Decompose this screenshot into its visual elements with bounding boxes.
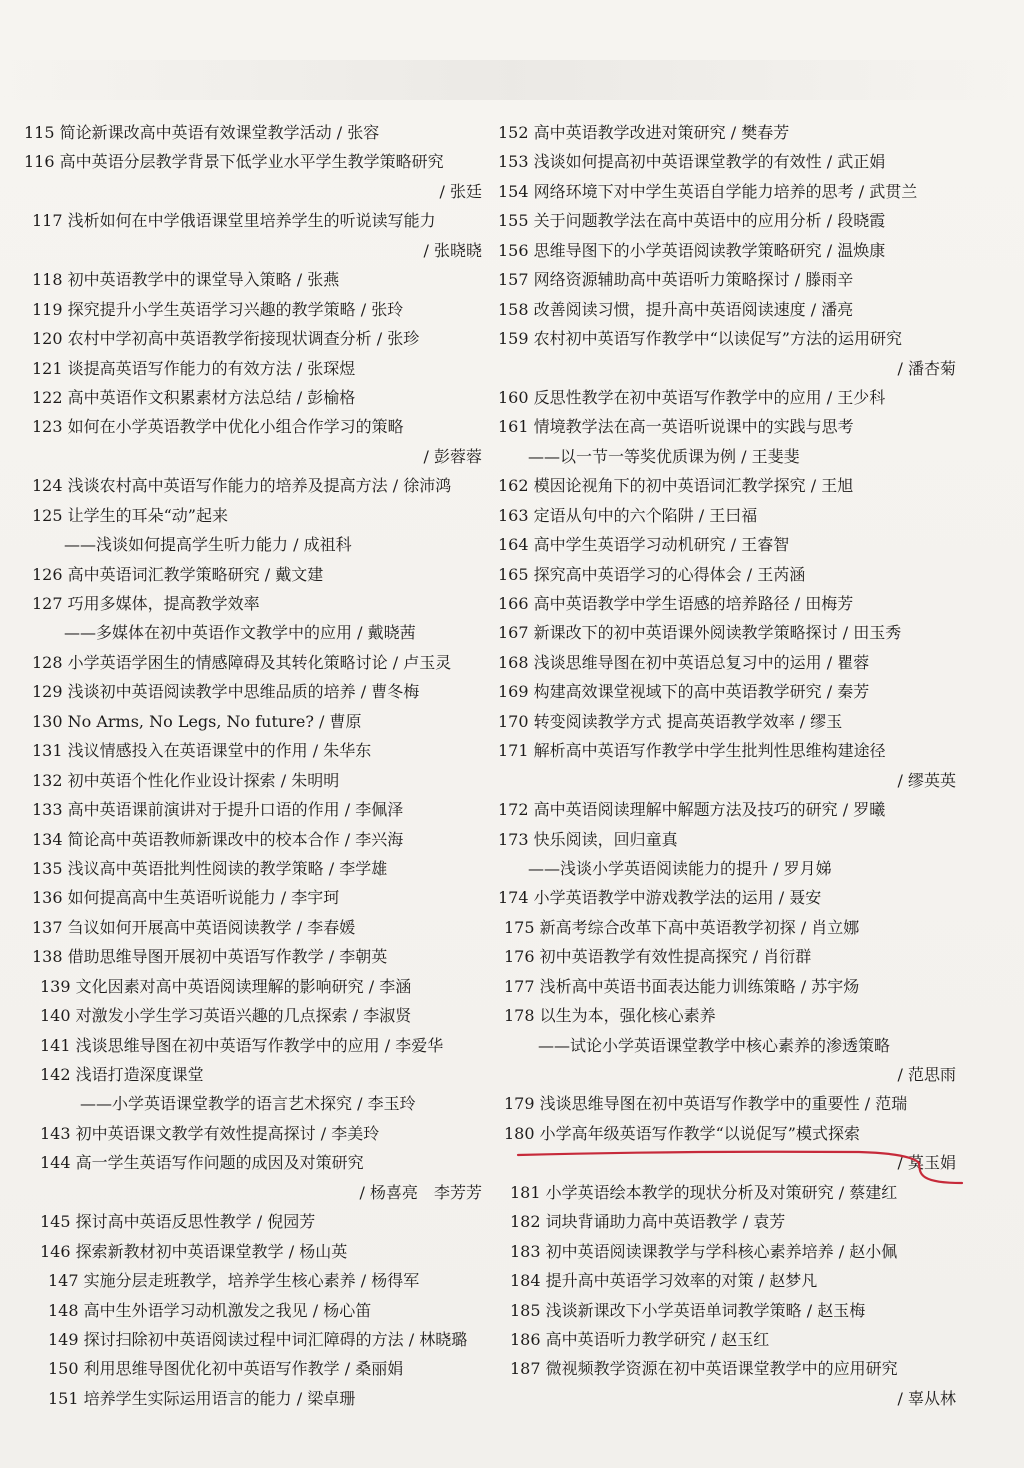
- toc-column-left: [24, 118, 494, 1413]
- toc-column-right: [498, 118, 968, 1413]
- toc-entry: 147 实施分层走班教学，培养学生核心素养 / 杨得军: [48, 1271, 420, 1291]
- toc-author-line: / 潘杏菊: [897, 358, 956, 378]
- toc-entry: 186 高中英语听力教学研究 / 赵玉红: [510, 1329, 770, 1349]
- toc-entry: 184 提升高中英语学习效率的对策 / 赵梦凡: [510, 1271, 818, 1291]
- toc-entry: 142 浅语打造深度课堂: [40, 1065, 204, 1084]
- toc-author-line: / 彭蓉蓉: [423, 446, 482, 466]
- toc-entry: 134 简论高中英语教师新课改中的校本合作 / 李兴海: [32, 829, 404, 849]
- toc-entry: 123 如何在小学英语教学中优化小组合作学习的策略: [32, 417, 404, 437]
- toc-entry: 158 改善阅读习惯，提升高中英语阅读速度 / 潘亮: [498, 299, 854, 319]
- page-header-band: [0, 60, 1024, 100]
- toc-entry: 129 浅谈初中英语阅读教学中思维品质的培养 / 曹冬梅: [32, 682, 420, 702]
- toc-entry: 115 简论新课改高中英语有效课堂教学活动 / 张容: [24, 123, 380, 142]
- toc-entry: 146 探索新教材初中英语课堂教学 / 杨山英: [40, 1241, 348, 1261]
- toc-entry: 174 小学英语教学中游戏教学法的运用 / 聂安: [498, 888, 822, 908]
- toc-entry: 179 浅谈思维导图在初中英语写作教学中的重要性 / 范瑞: [504, 1094, 908, 1114]
- toc-entry: 138 借助思维导图开展初中英语写作教学 / 李朝英: [32, 947, 388, 967]
- toc-entry: 131 浅议情感投入在英语课堂中的作用 / 朱华东: [32, 741, 372, 761]
- toc-entry: 163 定语从句中的六个陷阱 / 王曰福: [498, 505, 758, 525]
- toc-entry: 149 探讨扫除初中英语阅读过程中词汇障碍的方法 / 林晓璐: [48, 1329, 468, 1349]
- toc-entry: 130 No Arms, No Legs, No future? / 曹原: [32, 711, 362, 731]
- toc-entry: 154 网络环境下对中学生英语自学能力培养的思考 / 武贯兰: [498, 181, 918, 201]
- toc-entry: 144 高一学生英语写作问题的成因及对策研究: [40, 1153, 364, 1173]
- toc-entry: 153 浅谈如何提高初中英语课堂教学的有效性 / 武正娟: [498, 152, 886, 172]
- toc-entry: 182 词块背诵助力高中英语教学 / 袁芳: [510, 1212, 786, 1232]
- toc-entry: 162 模因论视角下的初中英语词汇教学探究 / 王旭: [498, 476, 854, 496]
- toc-entry: 132 初中英语个性化作业设计探索 / 朱明明: [32, 770, 340, 790]
- toc-entry: 137 刍议如何开展高中英语阅读教学 / 李春媛: [32, 917, 356, 937]
- toc-entry: 160 反思性教学在初中英语写作教学中的应用 / 王少科: [498, 387, 886, 407]
- toc-entry: 155 关于问题教学法在高中英语中的应用分析 / 段晓霞: [498, 211, 886, 231]
- toc-entry: 166 高中英语教学中学生语感的培养路径 / 田梅芳: [498, 594, 854, 613]
- toc-subtitle-line: ——以一节一等奖优质课为例 / 王斐斐: [528, 446, 800, 466]
- toc-entry: 175 新高考综合改革下高中英语教学初探 / 肖立娜: [504, 917, 860, 937]
- toc-entry: 172 高中英语阅读理解中解题方法及技巧的研究 / 罗曦: [498, 800, 886, 820]
- toc-entry: 128 小学英语学困生的情感障碍及其转化策略讨论 / 卢玉灵: [32, 652, 452, 672]
- toc-entry: 178 以生为本，强化核心素养: [504, 1006, 716, 1026]
- toc-entry: 187 微视频教学资源在初中英语课堂教学中的应用研究: [510, 1359, 898, 1379]
- toc-entry: 121 谈提高英语写作能力的有效方法 / 张琛煜: [32, 358, 356, 378]
- toc-author-line: / 缪英英: [897, 770, 956, 790]
- toc-entry: 117 浅析如何在中学俄语课堂里培养学生的听说读写能力: [32, 211, 436, 231]
- toc-entry: 119 探究提升小学生英语学习兴趣的教学策略 / 张玲: [32, 299, 404, 319]
- toc-entry: 151 培养学生实际运用语言的能力 / 梁卓珊: [48, 1388, 356, 1408]
- toc-entry: 161 情境教学法在高一英语听说课中的实践与思考: [498, 417, 854, 437]
- toc-entry: 181 小学英语绘本教学的现状分析及对策研究 / 蔡建红: [510, 1182, 898, 1202]
- toc-entry: 157 网络资源辅助高中英语听力策略探讨 / 滕雨辛: [498, 270, 854, 290]
- toc-entry: 141 浅谈思维导图在初中英语写作教学中的应用 / 李爱华: [40, 1035, 444, 1055]
- toc-entry: 145 探讨高中英语反思性教学 / 倪园芳: [40, 1212, 316, 1232]
- toc-entry: 148 高中生外语学习动机激发之我见 / 杨心笛: [48, 1300, 372, 1320]
- toc-entry: 143 初中英语课文教学有效性提高探讨 / 李美玲: [40, 1123, 380, 1143]
- toc-entry: 118 初中英语教学中的课堂导入策略 / 张燕: [32, 270, 340, 290]
- handwritten-red-underline-icon: [514, 1133, 964, 1189]
- toc-entry: 120 农村中学初高中英语教学衔接现状调查分析 / 张珍: [32, 329, 420, 349]
- toc-entry: 122 高中英语作文积累素材方法总结 / 彭榆格: [32, 387, 356, 407]
- toc-entry: 176 初中英语教学有效性提高探究 / 肖衍群: [504, 947, 812, 967]
- toc-entry: 156 思维导图下的小学英语阅读教学策略研究 / 温焕康: [498, 240, 886, 260]
- toc-author-line: / 辜从林: [897, 1388, 956, 1408]
- toc-entry: 150 利用思维导图优化初中英语写作教学 / 桑丽娟: [48, 1359, 404, 1379]
- toc-entry: 159 农村初中英语写作教学中“以读促写”方法的运用研究: [498, 329, 902, 349]
- toc-entry: 180 小学高年级英语写作教学“以说促写”模式探索: [504, 1123, 860, 1143]
- toc-entry: 139 文化因素对高中英语阅读理解的影响研究 / 李涵: [40, 976, 412, 996]
- toc-entry: 136 如何提高高中生英语听说能力 / 李宇珂: [32, 888, 340, 908]
- toc-entry: 165 探究高中英语学习的心得体会 / 王芮涵: [498, 564, 806, 584]
- toc-subtitle-line: ——小学英语课堂教学的语言艺术探究 / 李玉玲: [80, 1094, 416, 1114]
- toc-entry: 168 浅谈思维导图在初中英语总复习中的运用 / 瞿蓉: [498, 652, 870, 672]
- toc-entry: 152 高中英语教学改进对策研究 / 樊春芳: [498, 123, 790, 142]
- toc-author-line: / 杨喜亮 李芳芳: [359, 1182, 482, 1202]
- toc-entry: 173 快乐阅读，回归童真: [498, 829, 678, 849]
- toc-entry: 133 高中英语课前演讲对于提升口语的作用 / 李佩泽: [32, 800, 404, 820]
- toc-author-line: / 范思雨: [897, 1065, 956, 1084]
- toc-entry: 185 浅谈新课改下小学英语单词教学策略 / 赵玉梅: [510, 1300, 866, 1320]
- underline-stroke: [518, 1152, 962, 1183]
- toc-entry: 116 高中英语分层教学背景下低学业水平学生教学策略研究: [24, 152, 444, 172]
- toc-author-line: / 莫玉娟: [897, 1153, 956, 1173]
- toc-entry: 170 转变阅读教学方式 提高英语教学效率 / 缪玉: [498, 711, 843, 731]
- toc-entry: 125 让学生的耳朵“动”起来: [32, 505, 228, 525]
- toc-author-line: / 张廷: [439, 181, 482, 201]
- toc-entry: 171 解析高中英语写作教学中学生批判性思维构建途径: [498, 741, 886, 761]
- toc-entry: 164 高中学生英语学习动机研究 / 王睿智: [498, 535, 790, 555]
- toc-entry: 124 浅谈农村高中英语写作能力的培养及提高方法 / 徐沛鸿: [32, 476, 452, 496]
- toc-subtitle-line: ——浅谈小学英语阅读能力的提升 / 罗月娣: [528, 858, 832, 878]
- toc-subtitle-line: ——多媒体在初中英语作文教学中的应用 / 戴晓茜: [64, 623, 416, 643]
- toc-subtitle-line: ——试论小学英语课堂教学中核心素养的渗透策略: [538, 1035, 891, 1055]
- toc-entry: 167 新课改下的初中英语课外阅读教学策略探讨 / 田玉秀: [498, 623, 902, 643]
- toc-entry: 183 初中英语阅读课教学与学科核心素养培养 / 赵小佩: [510, 1241, 898, 1261]
- toc-entry: 135 浅议高中英语批判性阅读的教学策略 / 李学雄: [32, 858, 388, 878]
- toc-entry: 140 对激发小学生学习英语兴趣的几点探索 / 李淑贤: [40, 1006, 412, 1026]
- toc-entry: 177 浅析高中英语书面表达能力训练策略 / 苏宇炀: [504, 976, 860, 996]
- toc-entry: 126 高中英语词汇教学策略研究 / 戴文建: [32, 564, 324, 584]
- toc-subtitle-line: ——浅谈如何提高学生听力能力 / 成祖科: [64, 535, 352, 555]
- toc-entry: 169 构建高效课堂视域下的高中英语教学研究 / 秦芳: [498, 682, 870, 702]
- toc-author-line: / 张晓晓: [423, 240, 482, 260]
- toc-entry: 127 巧用多媒体，提高教学效率: [32, 594, 260, 613]
